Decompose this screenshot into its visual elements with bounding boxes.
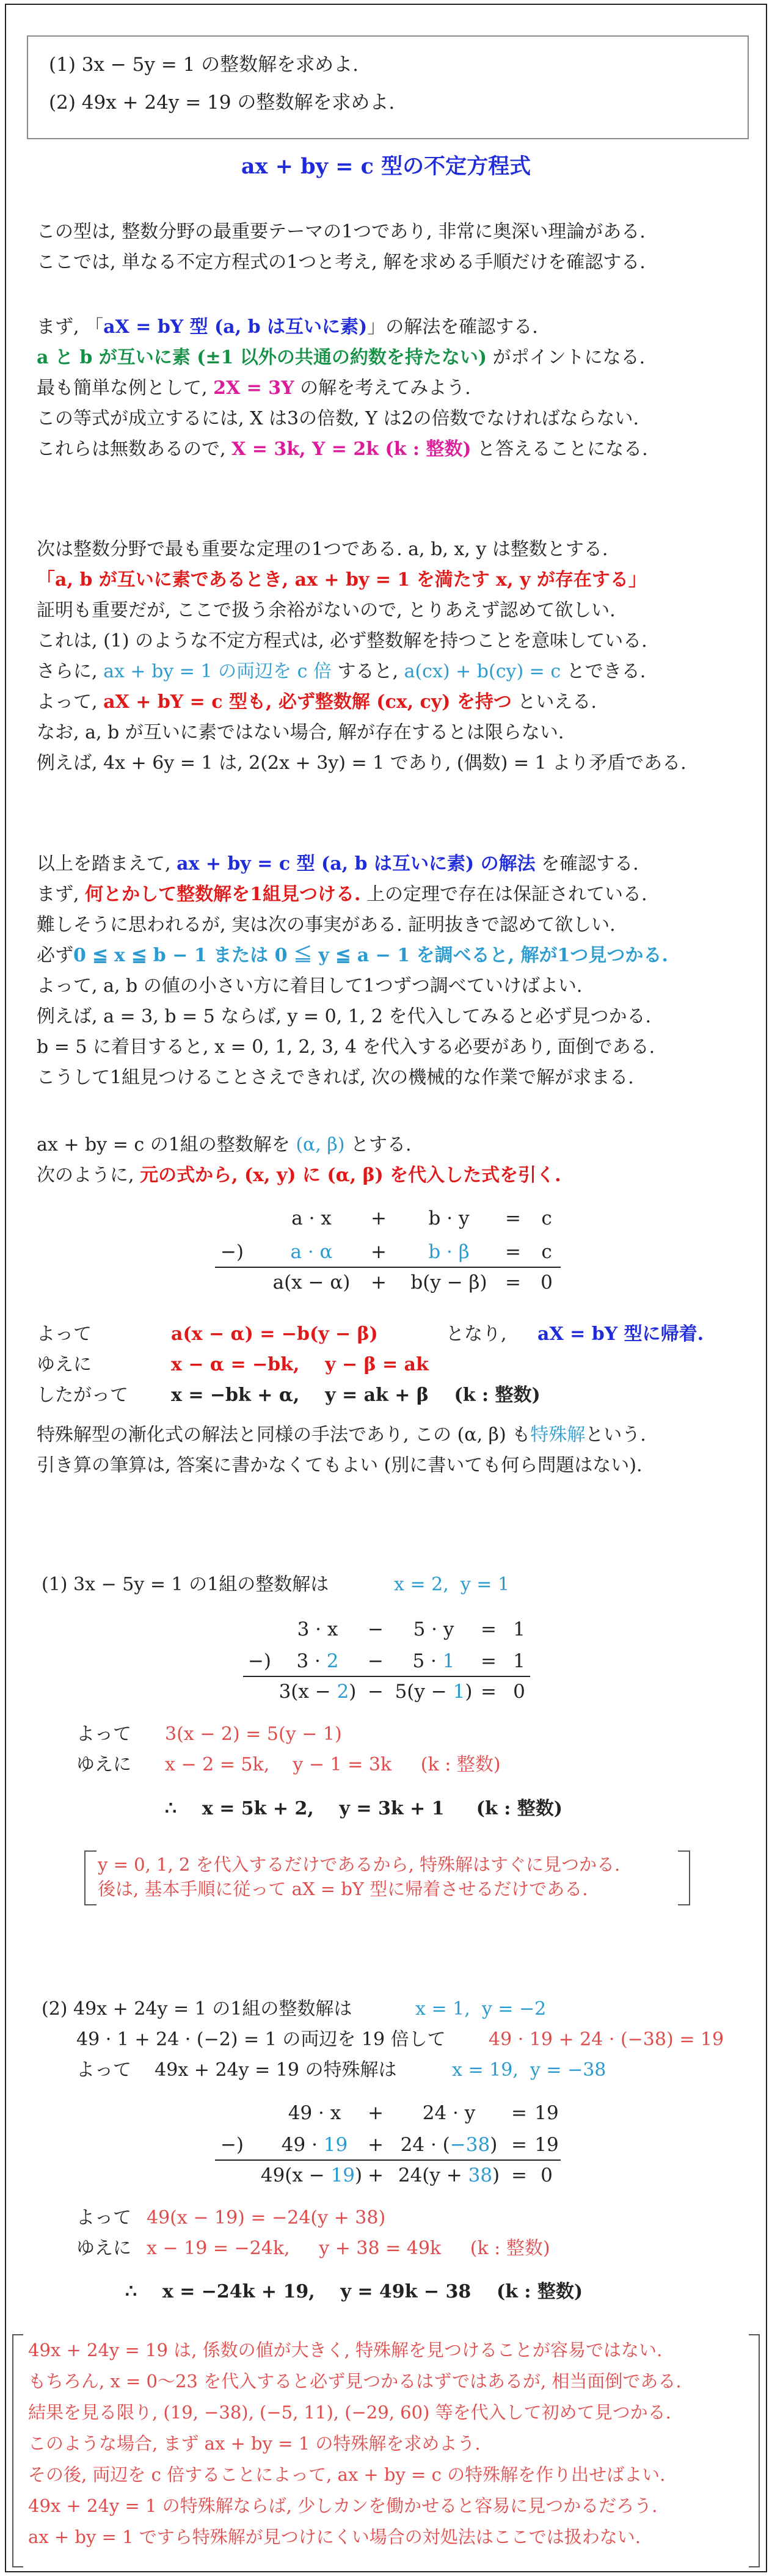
ans2-final: ∴ x = −24k + 19, y = 49k − 38 (k : 整数) <box>125 2281 583 2302</box>
ans2-solution-2: x = 19, y = −38 <box>452 2059 606 2081</box>
note2-line-7: ax + by = 1 ですら特殊解が見つけにくい場合の対処法はここでは扱わない. <box>28 2527 641 2547</box>
ans1-eq1: 3(x − 2) = 5(y − 1) <box>165 1723 342 1745</box>
sub-gen-r2-c5: c <box>541 1241 552 1263</box>
sub2-r2-c4: = <box>511 2134 527 2156</box>
sec1-line-4: この等式が成立するには, X は3の倍数, Y は2の倍数でなければならない. <box>37 408 639 429</box>
sub2-r3-c4: = <box>511 2164 527 2186</box>
sec3-line-5: よって, a, b の値の小さい方に着目して1つずつ調べていけばよい. <box>37 975 583 997</box>
sub-gen-r1-c1: a · x <box>291 1207 332 1229</box>
sub-gen-r1-c4: = <box>505 1207 521 1229</box>
gen-eq3: x = −bk + α, y = ak + β (k : 整数) <box>171 1384 541 1406</box>
sub2-r3-c2: + <box>368 2164 384 2186</box>
sub1-r3-c4: = <box>481 1681 497 1703</box>
ans2-yueni: ゆえに <box>76 2238 131 2259</box>
ans1-yotte: よって <box>76 1723 131 1745</box>
note2-bracket-right <box>749 2334 760 2567</box>
sec3-line-3: 難しそうに思われるが, 実は次の事実がある. 証明抜きで認めて欲しい. <box>37 914 616 936</box>
ans2-solution-1: x = 1, y = −2 <box>415 1998 547 2020</box>
sub2-r3-c5: 0 <box>541 2164 553 2186</box>
sub-gen-r2-op: −) <box>220 1241 244 1263</box>
sub1-r2-c1: 3 · 2 <box>296 1650 339 1672</box>
intro-line-1: この型は, 整数分野の最重要テーマの1つであり, 非常に奥深い理論がある. <box>37 221 646 242</box>
ans2-yotte: よって <box>76 2207 131 2229</box>
sub1-r1-c4: = <box>481 1618 497 1640</box>
sub1-r2-op: −) <box>247 1650 272 1672</box>
sub-gen-r2-c1: a · α <box>290 1241 333 1263</box>
problem-2: (2) 49x + 24y = 19 の整数解を求めよ. <box>49 92 395 114</box>
note1-line-1: y = 0, 1, 2 を代入するだけであるから, 特殊解はすぐに見つかる. <box>98 1854 621 1875</box>
ans1-line-1: (1) 3x − 5y = 1 の1組の整数解は <box>42 1574 329 1595</box>
ans1-yueni: ゆえに <box>76 1754 131 1775</box>
sec1-line-1: まず, 「aX = bY 型 (a, b は互いに素)」の解法を確認する. <box>37 316 538 338</box>
sub1-r1-c2: − <box>368 1618 384 1640</box>
sec1-line-2: a と b が互いに素 (±1 以外の共通の約数を持たない) がポイントになる. <box>37 347 646 368</box>
sec2-line-8: 例えば, 4x + 6y = 1 は, 2(2x + 3y) = 1 であり, (偶数) = 1 より矛盾である. <box>37 752 686 774</box>
ans1-eq2: x − 2 = 5k, y − 1 = 3k (k : 整数) <box>165 1754 501 1775</box>
sub2-r1-c2: + <box>368 2102 384 2124</box>
sub1-r3-c1: 3(x − 2) <box>279 1681 357 1703</box>
sec4-line-3: 特殊解型の漸化式の解法と同様の手法であり, この (α, β) も特殊解という. <box>37 1424 646 1446</box>
sub2-r2-c5: 19 <box>534 2134 559 2156</box>
note1-line-2: 後は, 基本手順に従って aX = bY 型に帰着させるだけである. <box>98 1879 588 1899</box>
problem-1: (1) 3x − 5y = 1 の整数解を求めよ. <box>49 54 359 76</box>
note1-bracket-right <box>678 1850 690 1905</box>
note2-line-3: 結果を見る限り, (19, −38), (−5, 11), (−29, 60) 等を代入して初めて見つかる. <box>28 2402 671 2423</box>
sec2-line-5: さらに, ax + by = 1 の両辺を c 倍 すると, a(cx) + b(cy) = c とできる. <box>37 661 646 682</box>
sub2-r2-c2: + <box>368 2134 384 2156</box>
sub-gen-r2-c2: + <box>371 1241 387 1263</box>
section-title: ax + by = c 型の不定方程式 <box>241 154 531 179</box>
ans2-line-3: よって 49x + 24y = 19 の特殊解は <box>76 2059 397 2081</box>
sec4-line-2: 次のように, 元の式から, (x, y) に (α, β) を代入した式を引く. <box>37 1165 561 1186</box>
gen-yueni: ゆえに <box>37 1354 92 1375</box>
sec2-line-6: よって, aX + bY = c 型も, 必ず整数解 (cx, cy) を持つ といえる. <box>37 691 597 713</box>
ans1-solution: x = 2, y = 1 <box>394 1574 510 1595</box>
sub2-r2-op: −) <box>220 2134 244 2156</box>
sub1-r3-c5: 0 <box>513 1681 525 1703</box>
sub-gen-r1-c3: b · y <box>428 1207 470 1229</box>
sub-gen-r1-c2: + <box>371 1207 387 1229</box>
note2-line-2: もちろん, x = 0〜23 を代入すると必ず見つかるはずではあるが, 相当面倒である. <box>28 2371 682 2392</box>
sub2-r3-c3: 24(y + 38) <box>398 2164 500 2186</box>
sub-gen-r2-c3: b · β <box>428 1241 470 1263</box>
intro-line-2: ここでは, 単なる不定方程式の1つと考え, 解を求める手順だけを確認する. <box>37 252 646 273</box>
ans2-eq2: x − 19 = −24k, y + 38 = 49k (k : 整数) <box>147 2238 550 2259</box>
sub1-r2-c3: 5 · 1 <box>412 1650 455 1672</box>
ans1-final: ∴ x = 5k + 2, y = 3k + 1 (k : 整数) <box>165 1798 563 1819</box>
problem-box <box>27 35 749 139</box>
sub1-r2-c4: = <box>481 1650 497 1672</box>
ans2-calc: 49 · 19 + 24 · (−38) = 19 <box>489 2029 724 2050</box>
gen-yotte: よって <box>37 1323 92 1345</box>
sub1-r2-c2: − <box>368 1650 384 1672</box>
sub1-r1-c5: 1 <box>513 1618 525 1640</box>
sec2-line-1: 次は整数分野で最も重要な定理の1つである. a, b, x, y は整数とする. <box>37 539 608 560</box>
note2-bracket-left <box>12 2334 23 2567</box>
note1-bracket-left <box>84 1850 96 1905</box>
sec3-line-7: b = 5 に着目すると, x = 0, 1, 2, 3, 4 を代入する必要があり, 面倒である. <box>37 1036 655 1058</box>
sec4-line-1: ax + by = c の1組の整数解を (α, β) とする. <box>37 1134 412 1155</box>
sub-gen-r1-c5: c <box>541 1207 552 1229</box>
note2-line-6: 49x + 24y = 1 の特殊解ならば, 少しカンを働かせると容易に見つかるだろう. <box>28 2495 658 2516</box>
sec3-line-8: こうして1組見つけることさえできれば, 次の機械的な作業で解が求まる. <box>37 1067 634 1088</box>
ans2-line-1: (2) 49x + 24y = 1 の1組の整数解は <box>42 1998 352 2020</box>
sub2-r1-c4: = <box>511 2102 527 2124</box>
gen-shitagatte: したがって <box>37 1384 128 1406</box>
sub-gen-r3-c2: + <box>371 1272 387 1293</box>
sub2-rule <box>215 2159 561 2161</box>
sub-gen-r3-c5: 0 <box>541 1272 553 1293</box>
sub1-r3-c2: − <box>368 1681 384 1703</box>
sub-gen-r3-c4: = <box>505 1272 521 1293</box>
sub-gen-r2-c4: = <box>505 1241 521 1263</box>
sec2-line-4: これは, (1) のような不定方程式は, 必ず整数解を持つことを意味している. <box>37 630 647 652</box>
sec2-line-7: なお, a, b が互いに素ではない場合, 解が存在するとは限らない. <box>37 722 564 743</box>
sec3-line-6: 例えば, a = 3, b = 5 ならば, y = 0, 1, 2 を代入してみると必ず見つかる. <box>37 1006 652 1027</box>
note2-line-4: このような場合, まず ax + by = 1 の特殊解を求めよう. <box>28 2433 481 2454</box>
sub1-rule <box>243 1676 530 1677</box>
sub1-r1-c1: 3 · x <box>297 1618 338 1640</box>
ans2-eq1: 49(x − 19) = −24(y + 38) <box>147 2207 386 2229</box>
sec3-line-1: 以上を踏まえて, ax + by = c 型 (a, b は互いに素) の解法 を確認する. <box>37 853 639 875</box>
gen-eq2: x − α = −bk, y − β = ak <box>171 1354 429 1375</box>
sub2-r2-c3: 24 · (−38) <box>400 2134 498 2156</box>
sub2-r1-c3: 24 · y <box>422 2102 476 2124</box>
sub2-r1-c5: 19 <box>534 2102 559 2124</box>
sec3-line-4: 必ず0 ≦ x ≦ b − 1 または 0 ≦ y ≦ a − 1 を調べると, 解が1つ見つかる. <box>37 945 668 966</box>
sub-gen-rule <box>215 1267 561 1268</box>
sub2-r3-c1: 49(x − 19) <box>260 2164 363 2186</box>
note2-line-1: 49x + 24y = 19 は, 係数の値が大きく, 特殊解を見つけることが容易ではない. <box>28 2340 663 2360</box>
sub1-r3-c3: 5(y − 1) <box>395 1681 473 1703</box>
sub1-r1-c3: 5 · y <box>413 1618 454 1640</box>
sub2-r1-c1: 49 · x <box>288 2102 341 2124</box>
gen-tonari: となり, <box>446 1323 507 1345</box>
sub-gen-r3-c1: a(x − α) <box>272 1272 351 1293</box>
gen-eq1: a(x − α) = −b(y − β) <box>171 1323 378 1345</box>
sec1-line-5: これらは無数あるので, X = 3k, Y = 2k (k : 整数) と答えることになる. <box>37 438 648 460</box>
sec3-line-2: まず, 何とかして整数解を1組見つける. 上の定理で存在は保証されている. <box>37 884 647 905</box>
sec4-line-4: 引き算の筆算は, 答案に書かなくてもよい (別に書いても何ら問題はない). <box>37 1455 643 1476</box>
sec2-line-3: 証明も重要だが, ここで扱う余裕がないので, とりあえず認めて欲しい. <box>37 600 616 621</box>
sub1-r2-c5: 1 <box>513 1650 525 1672</box>
sec1-line-3: 最も簡単な例として, 2X = 3Y の解を考えてみよう. <box>37 377 471 399</box>
ans2-line-2: 49 · 1 + 24 · (−2) = 1 の両辺を 19 倍して <box>76 2029 446 2050</box>
theorem-statement: 「a, b が互いに素であるとき, ax + by = 1 を満たす x, y が存在する」 <box>37 569 647 591</box>
note2-line-5: その後, 両辺を c 倍することによって, ax + by = c の特殊解を作り出せばよい. <box>28 2464 666 2485</box>
sub-gen-r3-c3: b(y − β) <box>410 1272 487 1293</box>
sub2-r2-c1: 49 · 19 <box>281 2134 348 2156</box>
gen-kiki: aX = bY 型に帰着. <box>537 1323 704 1345</box>
